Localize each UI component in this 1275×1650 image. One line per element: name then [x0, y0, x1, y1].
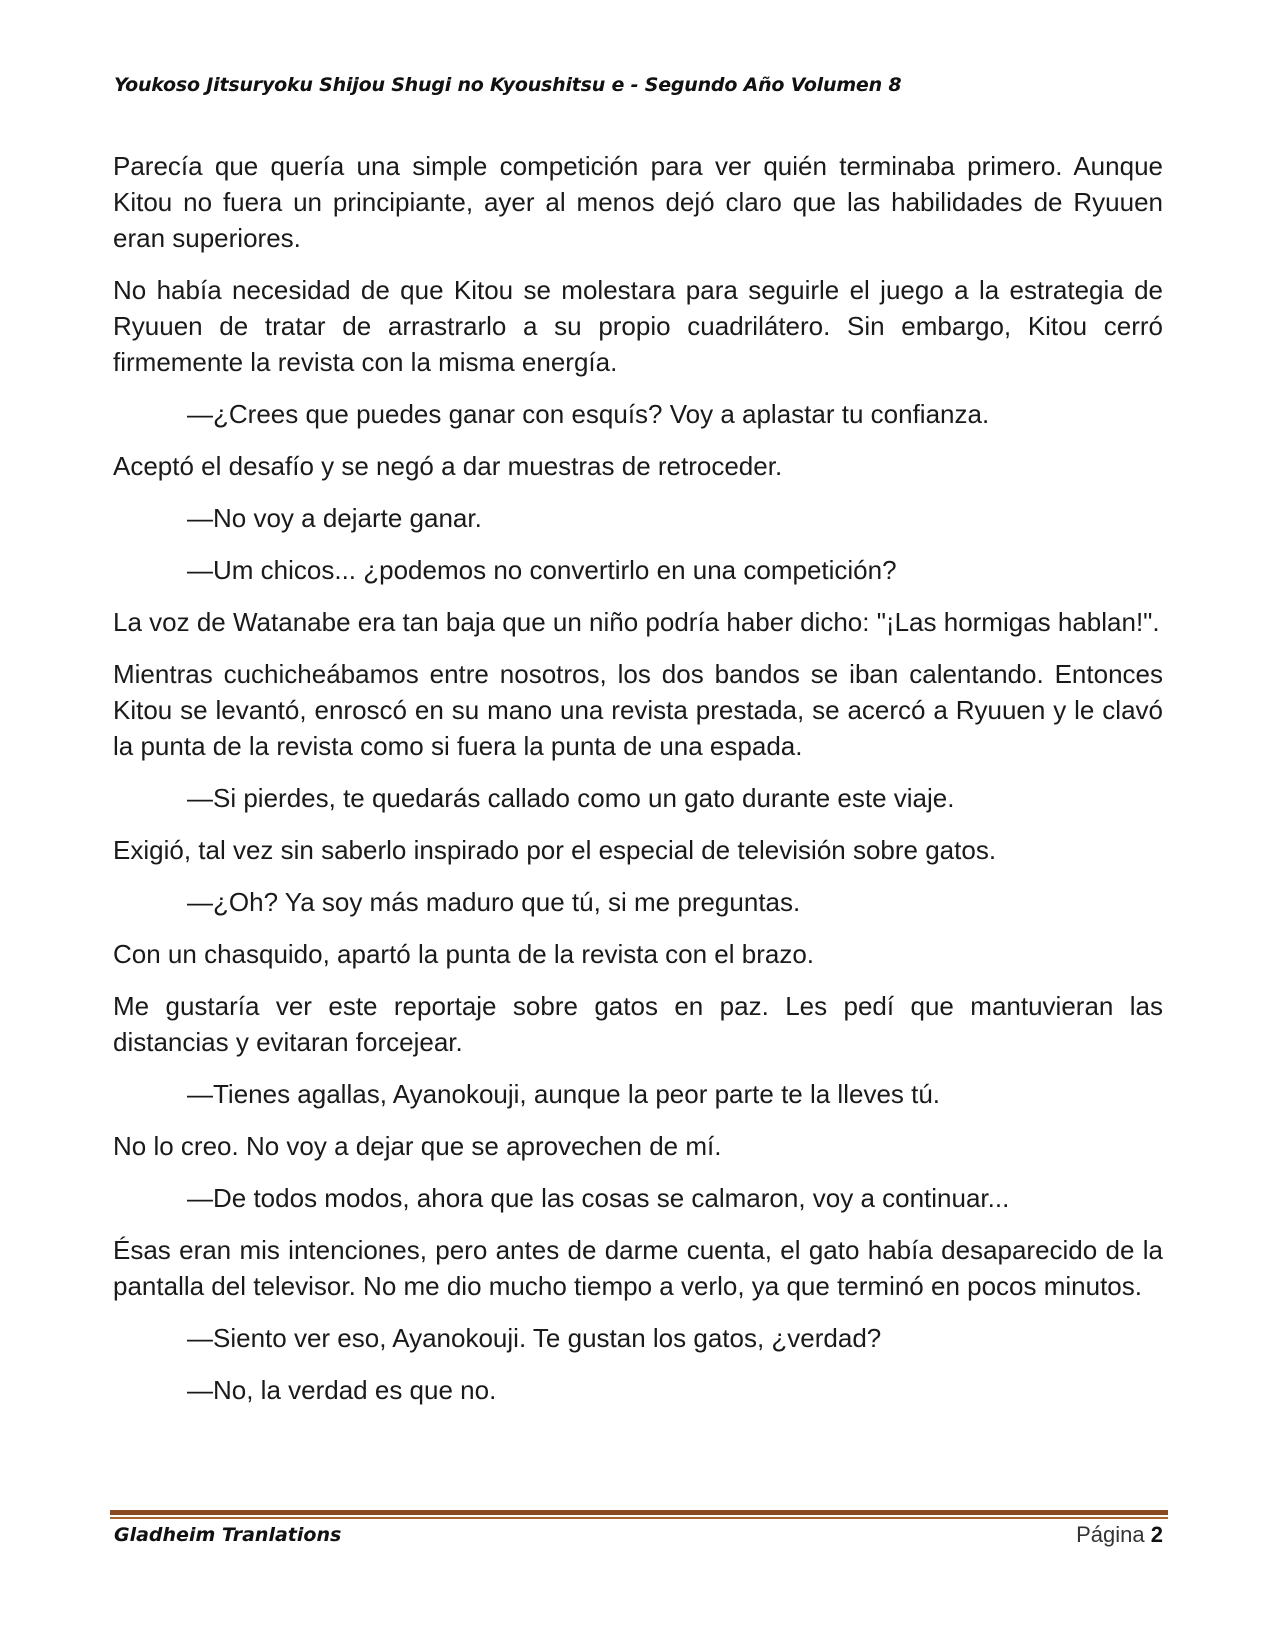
paragraph-10: Ésas eran mis intenciones, pero antes de darme cuenta, el gato había desaparecido de la pantalla del televisor. No me dio mucho tiempo a verlo, ya que terminó en pocos minutos. [113, 1235, 1163, 1301]
dialog-line-3: —Um chicos... ¿podemos no convertirlo en una competición? [187, 555, 897, 585]
paragraph-7: Con un chasquido, apartó la punta de la revista con el brazo. [113, 939, 815, 969]
paragraph-5: Mientras cuchicheábamos entre nosotros, los dos bandos se iban calentando. Entonces Kitou se levantó, enroscó en su mano una revista prestada, se acercó a Ryuuen y le clavó la punta de la revista como si fuera la punta de una espada. [113, 659, 1163, 761]
paragraph-6: Exigió, tal vez sin saberlo inspirado por el especial de televisión sobre gatos. [113, 835, 997, 865]
dialog-line-8: —Siento ver eso, Ayanokouji. Te gustan los gatos, ¿verdad? [187, 1323, 882, 1353]
page-number-block [1076, 1522, 1163, 1548]
page-number: 2 [1150, 1522, 1163, 1547]
footer-divider-thick [110, 1510, 1168, 1515]
paragraph-8: Me gustaría ver este reportaje sobre gatos en paz. Les pedí que mantuvieran las distancias y evitaran forcejear. [113, 991, 1163, 1057]
paragraph-3: Aceptó el desafío y se negó a dar muestras de retroceder. [113, 451, 783, 481]
dialog-line-9: —No, la verdad es que no. [187, 1375, 497, 1405]
footer-divider [110, 1510, 1168, 1519]
paragraph-9: No lo creo. No voy a dejar que se aprovechen de mí. [113, 1131, 722, 1161]
dialog-line-1: —¿Crees que puedes ganar con esquís? Voy a aplastar tu confianza. [187, 399, 990, 429]
page-header-title: Youkoso Jitsuryoku Shijou Shugi no Kyoushitsu e - Segundo Año Volumen 8 [114, 74, 902, 96]
page-body [113, 148, 1163, 1424]
dialog-line-7: —De todos modos, ahora que las cosas se calmaron, voy a continuar... [187, 1183, 1010, 1213]
dialog-line-6: —Tienes agallas, Ayanokouji, aunque la peor parte te la lleves tú. [187, 1079, 941, 1109]
paragraph-1: Parecía que quería una simple competición para ver quién terminaba primero. Aunque Kitou no fuera un principiante, ayer al menos dejó claro que las habilidades de Ryuuen eran superiores. [113, 151, 1163, 253]
footer-divider-thin [110, 1517, 1168, 1519]
dialog-line-5: —¿Oh? Ya soy más maduro que tú, si me preguntas. [187, 887, 801, 917]
dialog-line-4: —Si pierdes, te quedarás callado como un gato durante este viaje. [187, 783, 955, 813]
paragraph-4: La voz de Watanabe era tan baja que un niño podría haber dicho: "¡Las hormigas hablan!". [113, 607, 1160, 637]
paragraph-2: No había necesidad de que Kitou se molestara para seguirle el juego a la estrategia de Ryuuen de tratar de arrastrarlo a su propio cuadrilátero. Sin embargo, Kitou cerró firmemente la revista con la misma energía. [113, 275, 1163, 377]
footer-credit: Gladheim Tranlations [114, 1524, 342, 1546]
dialog-line-2: —No voy a dejarte ganar. [187, 503, 482, 533]
page-label: Página [1076, 1522, 1145, 1547]
